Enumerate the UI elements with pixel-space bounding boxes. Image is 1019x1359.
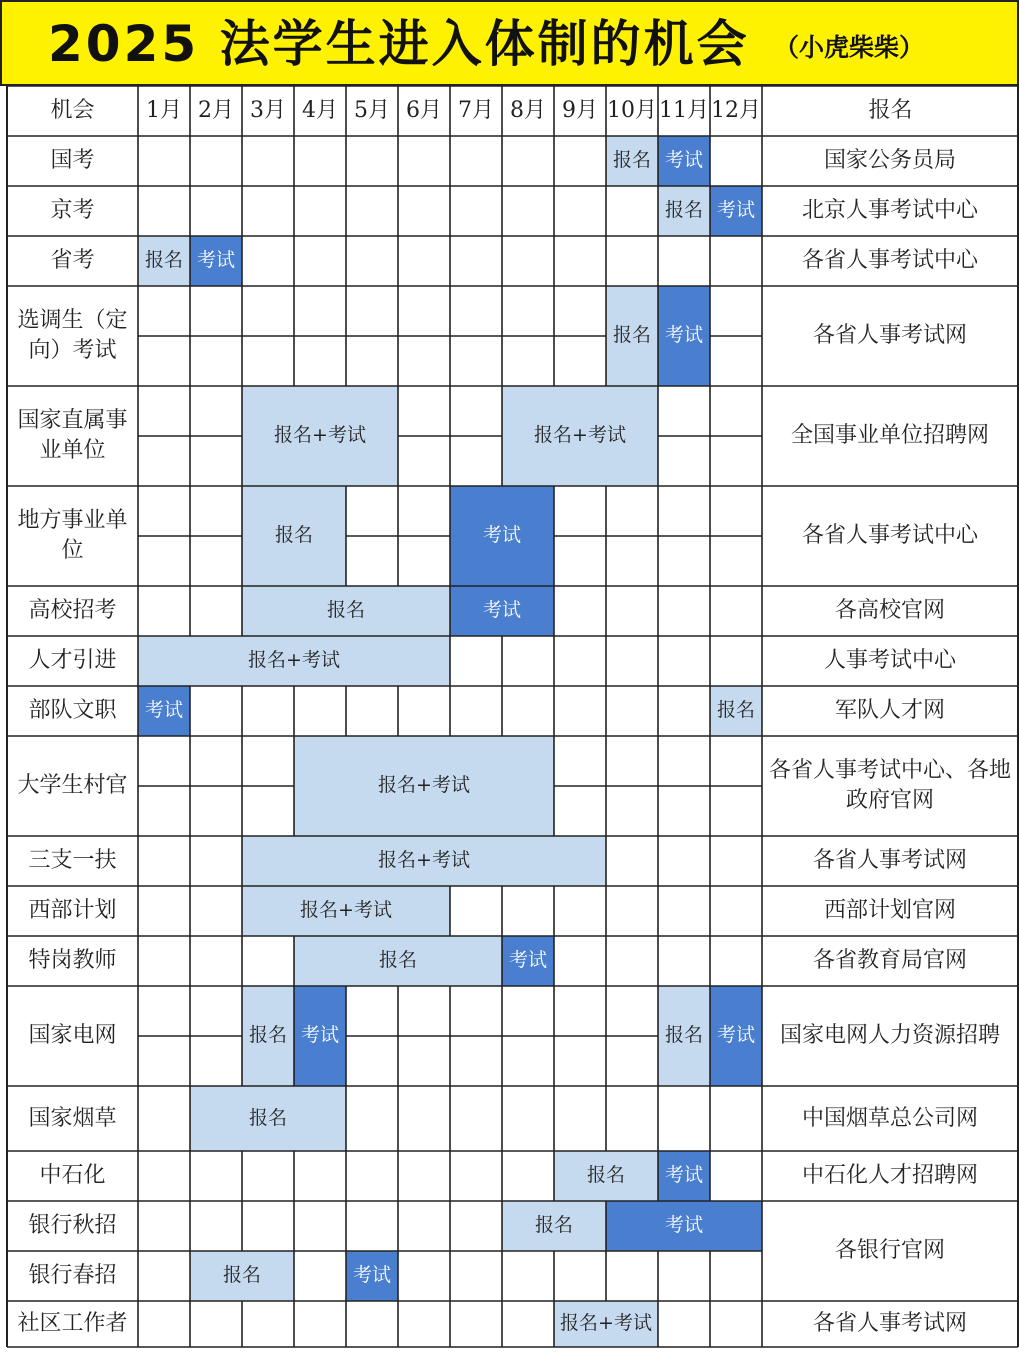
- row-name-11: 西部计划: [28, 898, 117, 924]
- row-register-3: 各省人事考试网: [812, 323, 967, 349]
- bar-label-row17-0: 报名: [222, 1264, 261, 1287]
- bar-exam-row6-1: [450, 586, 554, 636]
- row-register-1: 北京人事考试中心: [801, 198, 978, 224]
- bar-label-row0-0: 报名: [612, 149, 651, 172]
- bar-register-row14-0: [190, 1086, 346, 1151]
- row-register-9: 各省人事考试中心、各地政府官网: [768, 758, 1011, 813]
- page-title: 2025 法学生进入体制的机会: [48, 15, 750, 73]
- row-name-13: 国家电网: [28, 1023, 117, 1049]
- row-name-4: 国家直属事业单位: [17, 408, 128, 463]
- header-month-7: 7月: [458, 98, 494, 124]
- row-name-12: 特岗教师: [28, 948, 117, 974]
- header-month-1: 1月: [146, 98, 182, 124]
- row-register-6: 各高校官网: [834, 598, 945, 624]
- row-register-2: 各省人事考试中心: [801, 248, 978, 274]
- row-name-8: 部队文职: [28, 698, 117, 724]
- bar-label-row2-1: 考试: [196, 249, 235, 272]
- bar-register-row13-0: [242, 986, 294, 1086]
- bar-label-row4-0: 报名+考试: [274, 424, 366, 447]
- row-name-7: 人才引进: [28, 648, 117, 674]
- header-month-8: 8月: [510, 98, 546, 124]
- bar-exam-row13-1: [294, 986, 346, 1086]
- bar-register-row8-1: [710, 686, 762, 736]
- row-name-15: 中石化: [39, 1163, 106, 1189]
- row-name-6: 高校招考: [28, 598, 117, 624]
- bar-label-row6-0: 报名: [326, 599, 365, 622]
- bar-label-row6-1: 考试: [482, 599, 521, 622]
- bar-label-row18-0: 报名+考试: [560, 1312, 652, 1335]
- bar-exam-row0-1: [658, 136, 710, 186]
- row-name-18: 社区工作者: [17, 1311, 128, 1337]
- row-name-5: 地方事业单位: [17, 508, 128, 563]
- bar-label-row7-0: 报名+考试: [248, 649, 340, 672]
- row-register-11: 西部计划官网: [823, 898, 956, 924]
- bar-label-row5-1: 考试: [482, 524, 521, 547]
- bar-label-row17-1: 考试: [352, 1264, 391, 1287]
- row-name-10: 三支一扶: [28, 848, 117, 874]
- bar-label-row11-0: 报名+考试: [300, 899, 392, 922]
- row-register-10: 各省人事考试网: [812, 848, 967, 874]
- bar-register-row3-0: [606, 286, 658, 386]
- bar-register-row16-0: [502, 1201, 606, 1251]
- header-month-5: 5月: [354, 98, 390, 124]
- header-register: 报名: [868, 98, 913, 124]
- bar-label-row0-1: 考试: [664, 149, 703, 172]
- bar-register-row5-0: [242, 486, 346, 586]
- bar-exam-row8-0: [138, 686, 190, 736]
- bar-label-row1-0: 报名: [664, 199, 703, 222]
- bar-register-row6-0: [242, 586, 450, 636]
- bar-exam-row15-1: [658, 1151, 710, 1201]
- header-month-6: 6月: [406, 98, 442, 124]
- bar-label-row12-1: 考试: [508, 949, 547, 972]
- bar-label-row13-1: 考试: [300, 1024, 339, 1047]
- row-name-9: 大学生村官: [17, 773, 128, 799]
- bar-label-row14-0: 报名: [248, 1106, 287, 1129]
- bar-exam-row13-3: [710, 986, 762, 1086]
- bar-label-row15-0: 报名: [586, 1164, 625, 1187]
- row-register-15: 中石化人才招聘网: [801, 1163, 978, 1189]
- bar-label-row3-1: 考试: [664, 324, 703, 347]
- row-register-8: 军队人才网: [834, 698, 945, 724]
- author-tag: （小虎柴柴）: [774, 33, 925, 62]
- bar-label-row16-1: 考试: [664, 1214, 703, 1237]
- row-register-13: 国家电网人力资源招聘: [779, 1023, 1000, 1049]
- row-register-18: 各省人事考试网: [812, 1311, 967, 1337]
- bar-label-row12-0: 报名: [378, 949, 417, 972]
- bar-exam-row16-1: [606, 1201, 762, 1251]
- row-name-17: 银行春招: [28, 1263, 117, 1289]
- bar-label-row15-1: 考试: [664, 1164, 703, 1187]
- header-month-4: 4月: [302, 98, 338, 124]
- row-name-3: 选调生（定向）考试: [17, 308, 128, 363]
- bar-register-row1-0: [658, 186, 710, 236]
- bar-label-row3-0: 报名: [612, 324, 651, 347]
- header-month-3: 3月: [250, 98, 286, 124]
- bar-label-row8-0: 考试: [144, 699, 183, 722]
- header-month-9: 9月: [562, 98, 598, 124]
- row-name-14: 国家烟草: [28, 1105, 117, 1131]
- bar-register-row2-0: [138, 236, 190, 286]
- bar-label-row16-0: 报名: [534, 1214, 573, 1237]
- row-register-7: 人事考试中心: [823, 648, 956, 674]
- bar-exam-row17-1: [346, 1251, 398, 1301]
- bar-register-row13-2: [658, 986, 710, 1086]
- row-name-0: 国考: [50, 148, 95, 174]
- bar-register-row4-0: [242, 386, 398, 486]
- bar-label-row13-0: 报名: [248, 1024, 287, 1047]
- row-register-12: 各省教育局官网: [812, 948, 967, 974]
- bar-register-row11-0: [242, 886, 450, 936]
- row-name-16: 银行秋招: [28, 1213, 117, 1239]
- header-month-12: 12月: [711, 98, 761, 124]
- bar-label-row1-1: 考试: [716, 199, 755, 222]
- bar-exam-row5-1: [450, 486, 554, 586]
- bar-label-row4-1: 报名+考试: [534, 424, 626, 447]
- bar-register-row0-0: [606, 136, 658, 186]
- row-register-0: 国家公务员局: [823, 148, 956, 174]
- row-name-1: 京考: [50, 198, 95, 224]
- bar-label-row10-0: 报名+考试: [378, 849, 470, 872]
- bar-label-row2-0: 报名: [144, 249, 183, 272]
- bar-register-row18-0: [554, 1301, 658, 1347]
- bar-exam-row2-1: [190, 236, 242, 286]
- bar-register-row4-1: [502, 386, 658, 486]
- bar-register-row9-0: [294, 736, 554, 836]
- bar-register-row15-0: [554, 1151, 658, 1201]
- header-chance: 机会: [50, 98, 95, 124]
- header-month-11: 11月: [659, 98, 709, 124]
- row-register-14: 中国烟草总公司网: [801, 1105, 978, 1131]
- bar-register-row7-0: [138, 636, 450, 686]
- row-name-2: 省考: [50, 248, 95, 274]
- bar-register-row10-0: [242, 836, 606, 886]
- bar-label-row13-3: 考试: [716, 1024, 755, 1047]
- row-register-4: 全国事业单位招聘网: [790, 423, 989, 449]
- bar-label-row8-1: 报名: [716, 699, 755, 722]
- bar-register-row12-0: [294, 936, 502, 986]
- bar-label-row9-0: 报名+考试: [378, 774, 470, 797]
- row-register-5: 各省人事考试中心: [801, 523, 978, 549]
- bar-exam-row12-1: [502, 936, 554, 986]
- bar-exam-row3-1: [658, 286, 710, 386]
- bar-label-row13-2: 报名: [664, 1024, 703, 1047]
- bar-register-row17-0: [190, 1251, 294, 1301]
- header-month-2: 2月: [198, 98, 234, 124]
- header-month-10: 10月: [607, 98, 657, 124]
- bar-label-row5-0: 报名: [274, 524, 313, 547]
- row-register-16: 各银行官网: [834, 1238, 945, 1264]
- bar-exam-row1-1: [710, 186, 762, 236]
